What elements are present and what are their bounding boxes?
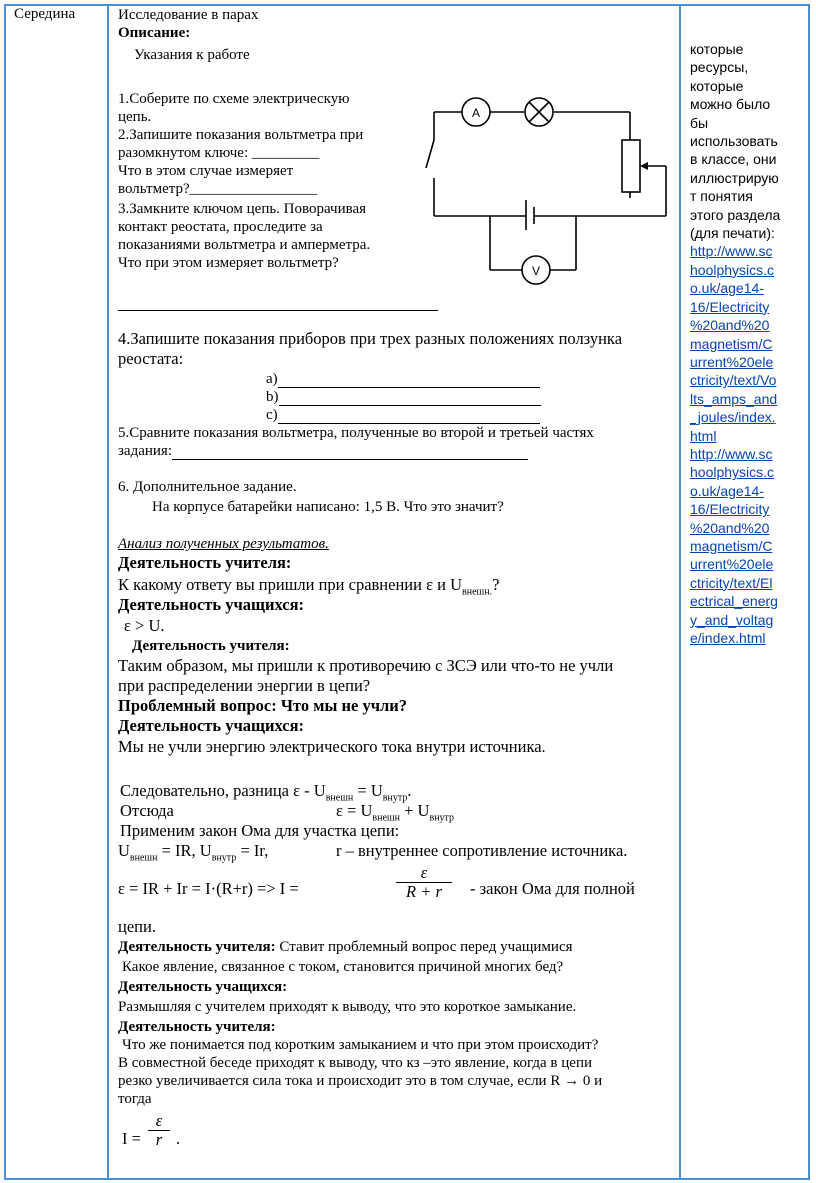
ohm-full-formula: ε = IR + Ir = I·(R+r) => I = [118,879,299,898]
short-circuit-formula: I = [122,1129,141,1148]
link2-line[interactable]: urrent%20ele [690,556,774,573]
link2-line[interactable]: ectrical_energ [690,593,778,610]
intro-line: Исследование в парах [118,7,259,23]
f2-sub2: внутр [429,812,455,824]
f4-sub1: внешн [129,852,158,864]
link1-line[interactable]: _joules/index. [690,409,776,426]
blank-c [278,409,540,424]
analysis-heading: Анализ полученных результатов. [118,536,329,552]
u-ext-sub: внешн. [462,586,493,598]
step2-line1: 2.Запишите показания вольтметра при [118,127,364,143]
step4-item-b: b) [266,389,279,405]
link1-line[interactable]: magnetism/C [690,335,773,352]
resources-line: этого раздела [690,206,781,223]
f2-mid: + U [399,801,430,820]
f4-sub2: внутр [211,852,237,864]
ammeter-letter: A [471,106,481,120]
step4-item-a: a) [266,371,278,387]
link2-line[interactable]: 16/Electricity [690,501,770,518]
resources-line: т понятия [690,188,753,205]
resources-line: иллюстрирую [690,169,779,186]
sc-fraction-den: r [155,1130,163,1149]
teacher-heading-2: Деятельность учителя: [132,638,290,654]
link2-line[interactable]: hoolphysics.c [690,464,775,481]
step4-item-c: c) [266,407,278,423]
f2-sub1: внешн [372,812,400,824]
students-heading-3: Деятельность учащихся: [118,979,288,995]
link1-line[interactable]: hoolphysics.c [690,261,775,278]
resources-line: которые [690,41,744,57]
resources-line: (для печати): [690,225,775,242]
f4-u: U [118,841,130,860]
teacher-text-4d: тогда [118,1091,152,1107]
short-circuit-dot: . [176,1129,181,1148]
link1-line[interactable]: urrent%20ele [690,353,774,370]
link2-line[interactable]: ctricity/text/El [690,574,773,591]
step4-line2: реостата: [118,349,184,368]
link1-line[interactable]: o.uk/age14- [690,280,764,297]
step3-line1: 3.Замкните ключом цепь. Поворачивая [118,201,367,217]
formula1-text: Следовательно, разница ε - U [120,781,326,800]
link2-line[interactable]: http://www.sc [690,445,773,462]
resources-line: ресурсы, [690,59,749,76]
voltmeter-letter: V [531,264,541,278]
resource-link-1[interactable] [690,242,798,444]
link1-line[interactable]: http://www.sc [690,243,773,260]
students-answer-1: ε > U. [124,616,165,635]
ohm-fraction-num: ε [396,864,452,883]
stage-label: Середина [14,6,76,22]
formula2-label: Отсюда [120,801,174,820]
step5-line1: 5.Сравните показания вольтметра, полученные во второй и третьей частях [118,425,594,441]
ohm-partial-intro: Применим закон Ома для участка цепи: [120,821,400,840]
teacher-question-1: К какому ответу вы пришли при сравнении ε и U [118,575,463,594]
teacher-heading-4: Деятельность учителя: [118,1019,276,1035]
teacher-text-4b: В совместной беседе приходят к выводу, что кз –это явление, когда в цепи [118,1055,592,1071]
link2-line[interactable]: o.uk/age14- [690,482,764,499]
sc-fraction-num: ε [148,1112,170,1131]
resources-line: которые [690,77,744,94]
blank-b [279,391,541,406]
teacher-text-2b: при распределении энергии в цепи? [118,676,371,695]
description-heading: Описание: [118,25,191,41]
q1-end: ? [492,575,500,594]
ohm-fraction [396,864,452,901]
teacher-text-3a: Ставит проблемный вопрос перед учащимися [275,939,573,955]
formula2-text: ε = U [336,801,373,820]
ohm-full-caption: - закон Ома для полной [470,879,635,898]
students-heading-2: Деятельность учащихся: [118,716,305,735]
step3-line4: Что при этом измеряет вольтметр? [118,255,339,271]
teacher-heading-3: Деятельность учителя: [118,939,276,955]
f1-mid: = U [353,781,383,800]
ohm-fraction-den: R + r [406,882,442,901]
link1-line[interactable]: ctricity/text/Vo [690,372,777,389]
resources-column [690,40,798,647]
link2-line[interactable]: e/index.html [690,630,766,646]
link1-line[interactable]: 16/Electricity [690,298,770,315]
students-answer-3: Размышляя с учителем приходят к выводу, что это короткое замыкание. [118,999,577,1015]
students-heading-1: Деятельность учащихся: [118,595,305,614]
step2-line3: Что в этом случае измеряет [118,163,294,179]
resources-line: можно было [690,96,771,113]
teacher-text-4c: резко увеличивается сила тока и происходит это в том случае, если R → 0 и [118,1073,603,1089]
link2-line[interactable]: %20and%20 [690,519,770,536]
step1-line1: 1.Соберите по схеме электрическую [118,91,350,107]
resources-line: в классе, они [690,151,777,168]
step3-answer-line [118,310,438,311]
step2-line4: вольтметр?_________________ [118,181,318,197]
link1-line[interactable]: html [690,427,717,444]
f4-end: = Ir, [236,841,269,860]
teacher-text-2a: Таким образом, мы пришли к противоречию с ЗСЭ или что-то не учли [118,656,614,675]
resources-line: бы [690,114,709,131]
teacher-text-3b: Какое явление, связанное с током, становится причиной многих бед? [122,959,564,975]
link1-line[interactable]: lts_amps_and [690,390,778,407]
f1-sub1: внешн [325,792,354,804]
internal-resistance-text: r – внутреннее сопротивление источника. [336,841,628,860]
resource-link-2[interactable] [690,445,798,647]
column-divider-1 [107,4,109,1180]
step2-line2: разомкнутом ключе: _________ [118,145,320,161]
f1-sub2: внутр [382,792,408,804]
f4-mid: = IR, U [157,841,212,860]
step4-line1: 4.Запишите показания приборов при трех разных положениях ползунка [118,329,623,348]
blank-a [278,373,540,388]
resources-text [690,40,798,242]
step6-line2: На корпусе батарейки написано: 1,5 В. Что это значит? [152,499,504,515]
ohm-full-caption-2: цепи. [118,917,156,936]
step3-line3: показаниями вольтметра и амперметра. [118,237,371,253]
teacher-text-4a: Что же понимается под коротким замыканием и что при этом происходит? [122,1037,599,1053]
resources-line: использовать [690,133,778,150]
link1-line[interactable]: %20and%20 [690,317,770,334]
step5-line2: задания: [118,443,172,459]
circuit-diagram [410,84,680,294]
instructions-heading: Указания к работе [134,47,250,63]
f1-end: . [407,781,412,800]
problem-question: Проблемный вопрос: Что мы не учли? [118,696,408,715]
students-answer-2: Мы не учли энергию электрического тока внутри источника. [118,737,546,756]
step1-line2: цепь. [118,109,152,125]
link2-line[interactable]: magnetism/C [690,537,773,554]
step6-line1: 6. Дополнительное задание. [118,479,297,495]
short-circuit-fraction [148,1112,170,1149]
teacher-heading-1: Деятельность учителя: [118,553,292,572]
step3-line2: контакт реостата, проследите за [118,219,323,235]
blank-5 [172,445,528,460]
link2-line[interactable]: y_and_voltag [690,611,774,628]
